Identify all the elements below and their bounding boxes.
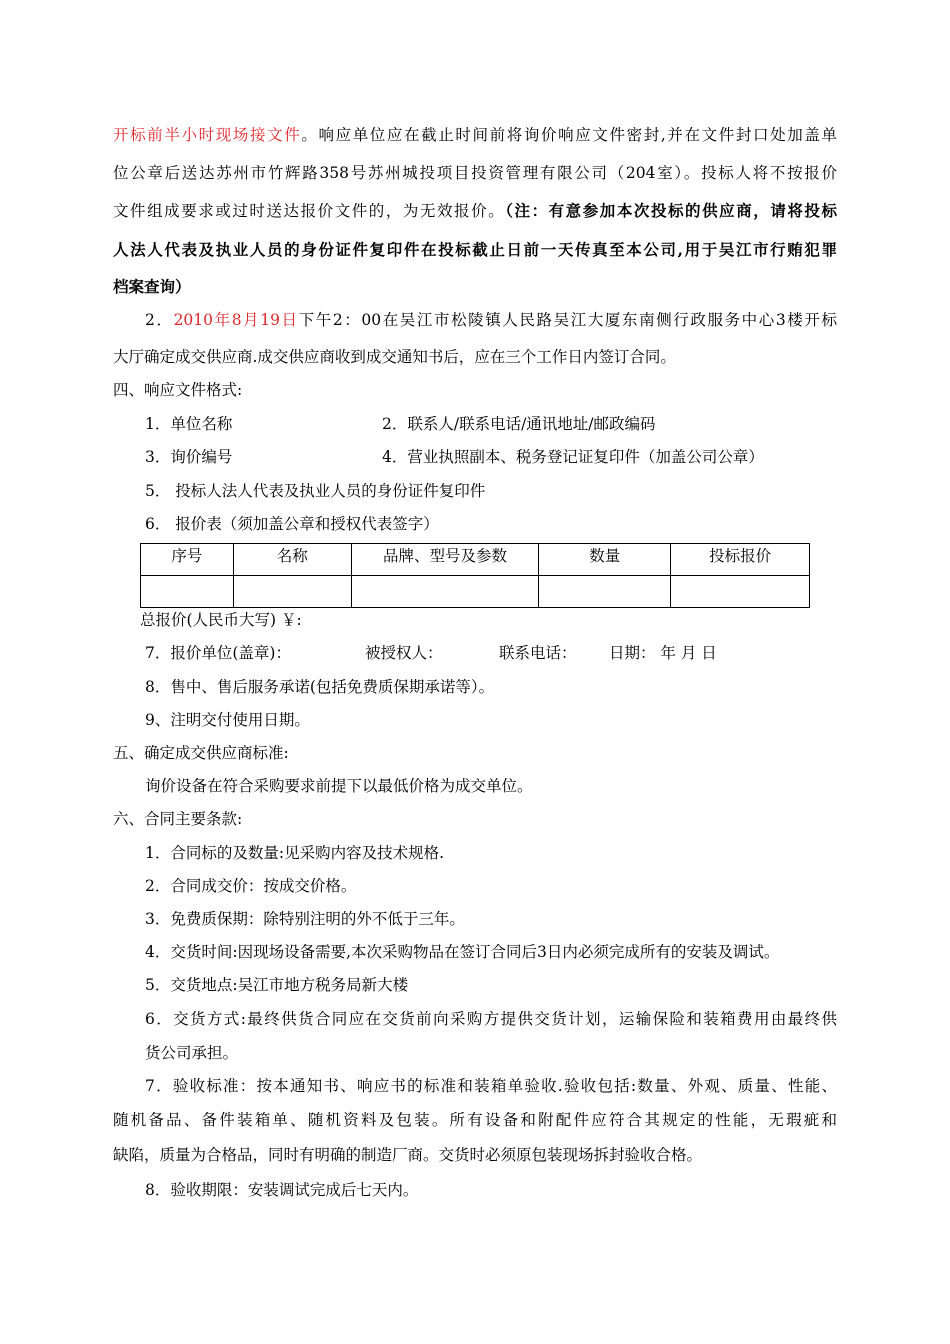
phone-label: 联系电话： — [499, 644, 577, 662]
table-cell — [539, 576, 671, 608]
paragraph-line: 货公司承担。 — [145, 1044, 239, 1062]
table-header-cell: 序号 — [141, 544, 234, 576]
text-span: 。响应单位应在截止时间前将询价响应文件密封,并在文件封口处加盖单 — [301, 126, 837, 144]
table-row — [141, 576, 810, 608]
list-item: 6． 报价表（须加盖公章和授权代表签字） — [145, 515, 439, 533]
text-span: 下午2：00在吴江市松陵镇人民路吴江大厦东南侧行政服务中心3楼开标 — [298, 311, 837, 329]
table-cell — [233, 576, 351, 608]
quote-table — [140, 543, 810, 608]
list-item: 4．交货时间:因现场设备需要,本次采购物品在签订合同后3日内必须完成所有的安装及调试。 — [145, 943, 780, 961]
paragraph-line: 缺陷，质量为合格品，同时有明确的制造厂商。交货时必须原包装现场拆封验收合格。 — [113, 1146, 703, 1164]
list-item: 5． 投标人法人代表及执业人员的身份证件复印件 — [145, 482, 486, 500]
section-heading: 五、确定成交供应商标准: — [113, 744, 289, 762]
section-heading: 四、响应文件格式: — [113, 381, 243, 399]
list-item: 3．免费质保期：除特别注明的外不低于三年。 — [145, 910, 465, 928]
paragraph-line — [145, 310, 837, 330]
list-item: 2．合同成交价：按成交价格。 — [145, 877, 357, 895]
list-item: 1．合同标的及数量:见采购内容及技术规格. — [145, 844, 445, 862]
table-header-row — [141, 544, 810, 576]
table-header-cell: 品牌、型号及参数 — [351, 544, 539, 576]
paragraph-line — [113, 201, 837, 221]
list-item: 8．验收期限：安装调试完成后七天内。 — [145, 1181, 419, 1199]
section-heading: 六、合同主要条款: — [113, 810, 243, 828]
list-item: 7．报价单位(盖章)： — [145, 644, 291, 662]
list-item: 8．售中、售后服务承诺(包括免费质保期承诺等）。 — [145, 678, 495, 696]
authorized-person-label: 被授权人： — [365, 644, 443, 662]
paragraph-line: 随机备品、备件装箱单、随机资料及包装。所有设备和附配件应符合其规定的性能，无瑕疵和 — [113, 1111, 837, 1129]
bold-note-line: 人法人代表及执业人员的身份证件复印件在投标截止日前一天传真至本公司,用于吴江市行贿犯罪 — [113, 240, 837, 259]
table-header-cell: 名称 — [233, 544, 351, 576]
text-span: 文件组成要求或过时送达报价文件的，为无效报价。 — [113, 202, 506, 220]
item-number: 2． — [145, 311, 174, 329]
paragraph-line: 大厅确定成交供应商.成交供应商收到成交通知书后，应在三个工作日内签订合同。 — [113, 348, 676, 366]
list-item: 5．交货地点:吴江市地方税务局新大楼 — [145, 976, 409, 994]
list-item: 3．询价编号 — [145, 448, 233, 466]
table-header-cell: 数量 — [539, 544, 671, 576]
paragraph-line: 询价设备在符合采购要求前提下以最低价格为成交单位。 — [145, 777, 533, 795]
bold-note: （注：有意参加本次投标的供应商，请将投标 — [505, 201, 837, 220]
bold-note-line: 档案查询） — [113, 277, 191, 296]
list-item: 9、注明交付使用日期。 — [145, 711, 310, 729]
paragraph-line: 位公章后送达苏州市竹辉路358号苏州城投项目投资管理有限公司（204室）。投标人将不按报价 — [113, 164, 837, 182]
table-cell — [671, 576, 810, 608]
total-price-line: 总报价(人民币大写) ￥: — [140, 611, 302, 629]
highlight-text: 开标前半小时现场接文件 — [113, 126, 302, 144]
list-item: 1．单位名称 — [145, 415, 233, 433]
list-item: 2．联系人/联系电话/通讯地址/邮政编码 — [382, 415, 656, 433]
table-header-cell: 投标报价 — [671, 544, 810, 576]
date-label: 日期： 年 月 日 — [609, 644, 717, 662]
list-item: 6．交货方式:最终供货合同应在交货前向采购方提供交货计划，运输保险和装箱费用由最终供 — [145, 1010, 837, 1028]
list-item: 7．验收标准：按本通知书、响应书的标准和装箱单验收.验收包括:数量、外观、质量、性能、 — [145, 1077, 837, 1095]
highlight-date: 2010年8月19日 — [173, 311, 299, 329]
table-cell — [141, 576, 234, 608]
list-item: 4．营业执照副本、税务登记证复印件（加盖公司公章） — [382, 448, 764, 466]
paragraph-line — [113, 125, 837, 145]
table-cell — [351, 576, 539, 608]
